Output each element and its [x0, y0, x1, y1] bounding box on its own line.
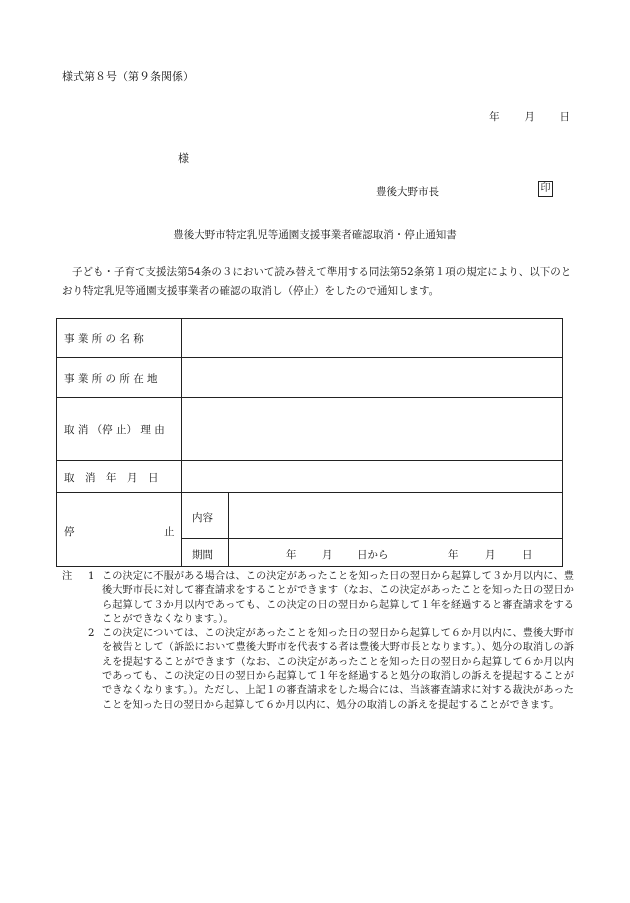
- label-content: 内容: [192, 512, 213, 524]
- label-facility-address: 事 業 所 の 所 在 地: [64, 373, 158, 385]
- period-from-day: 日から: [357, 549, 389, 561]
- date-year: 年: [489, 111, 500, 123]
- date-line: [489, 109, 570, 124]
- addressee-suffix: 様: [178, 152, 189, 165]
- label-suspension-left: 停: [64, 526, 75, 538]
- body-text: 子ども・子育て支援法第54条の３において読み替えて準用する同法第52条第１項の規定により、以下のとおり特定乳児等通園支援事業者の確認の取消し（停止）をしたので通知します。: [62, 266, 572, 297]
- date-month: 月: [524, 111, 535, 123]
- label-period: 期間: [192, 549, 213, 561]
- note-text-2: この決定については、この決定があったことを知った日の翌日から起算して６か月以内に、豊後大野市を被告として（訴訟において豊後大野市を代表する者は豊後大野市長となります。）、処分の取消しの訴えを提起することができます（なお、この決定があったことを知った日の翌日から起算して６か月以内であっても、この決定の日の翌日から起算して１年を経過すると処分の取消しの訴えを提起することができなくなります。）。ただし、上記１の審査請求をした場合には、当該審査請求に対する裁決があったことを知った日の翌日から起算して６か月以内に、処分の取消しの訴えを提起することができます。: [102, 628, 574, 711]
- note-item-2: [62, 627, 574, 713]
- period-from-month: 月: [322, 549, 333, 561]
- note-number-2: 2: [88, 628, 95, 640]
- date-day: 日: [559, 111, 570, 123]
- label-facility-name: 事 業 所 の 名 称: [64, 333, 144, 345]
- period-to-month: 月: [485, 549, 496, 561]
- issuer-name: 豊後大野市長: [376, 186, 439, 198]
- period-to-day: 日: [522, 549, 533, 561]
- document-title: 豊後大野市特定乳児等通園支援事業者確認取消・停止通知書: [173, 229, 457, 241]
- label-suspension-right: 止: [164, 526, 175, 538]
- label-revocation-date: 取 消 年 月 日: [64, 472, 159, 484]
- label-revocation-reason: 取 消 （停 止） 理 由: [64, 424, 165, 436]
- period-from-year: 年: [286, 549, 297, 561]
- note-item-1: [62, 570, 574, 627]
- form-number: 様式第８号（第９条関係）: [62, 70, 194, 83]
- note-text-1: この決定に不服がある場合は、この決定があったことを知った日の翌日から起算して３か月以内に、豊後大野市長に対して審査請求をすることができます（なお、この決定があったことを知った日の翌日から起算して３か月以内であっても、この決定の日の翌日から起算して１年を経過すると審査請求をすることができなくなります。）。: [102, 571, 574, 625]
- period-to-year: 年: [448, 549, 459, 561]
- seal-mark: 印: [538, 181, 553, 197]
- notes-marker: 注: [62, 571, 73, 582]
- notes-section: [62, 570, 574, 713]
- note-number-1: 1: [88, 571, 95, 582]
